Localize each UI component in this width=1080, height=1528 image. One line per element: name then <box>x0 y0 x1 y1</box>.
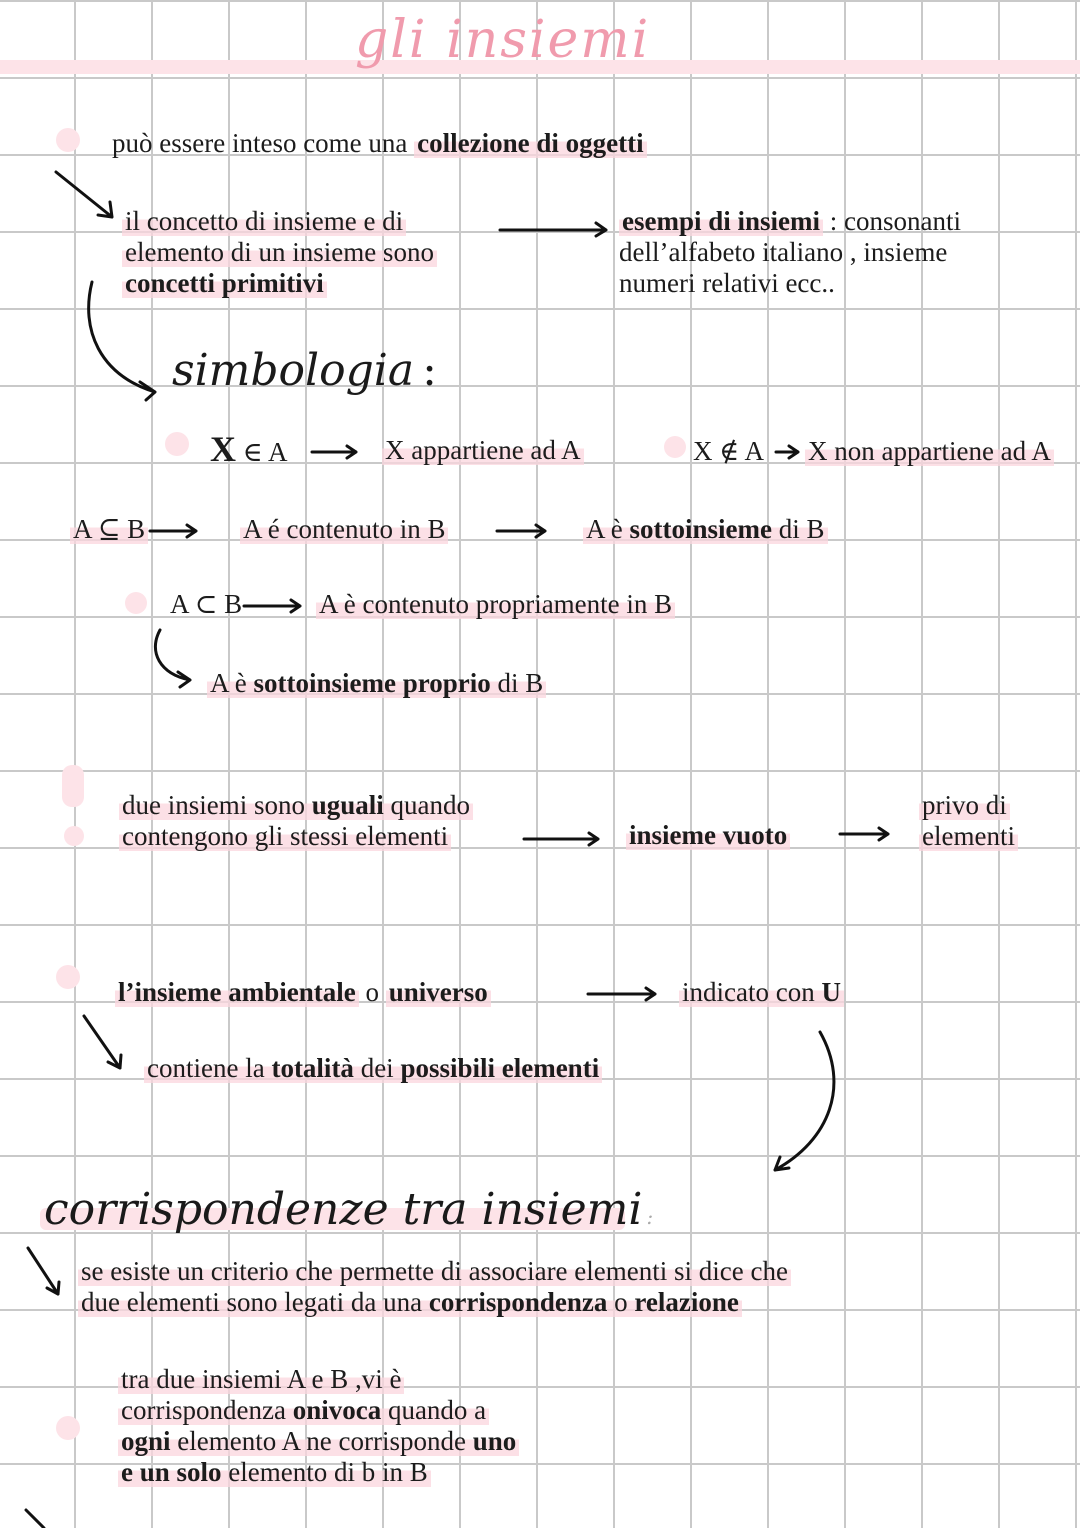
heading-text: corrispondenze tra insiemi <box>44 1184 643 1235</box>
bold: e un solo <box>121 1457 222 1487</box>
bold: onivoca <box>292 1395 382 1425</box>
bold: U <box>821 977 841 1007</box>
arrow-icon <box>26 1510 44 1528</box>
arrow-icon <box>150 525 196 537</box>
concept-text-3: concetti primitivi <box>122 268 327 298</box>
bold: sottoinsieme proprio <box>253 668 491 698</box>
text: o <box>358 977 386 1007</box>
arrow-icon <box>155 630 190 687</box>
arrow-icon <box>244 600 300 612</box>
page-title: gli insiemi <box>355 10 651 70</box>
text: di B <box>490 668 544 698</box>
bold: sottoinsieme <box>629 514 772 544</box>
arrow-icon <box>500 223 606 236</box>
symbol-notin: X ∉ A <box>693 436 764 466</box>
bold: uno <box>472 1426 517 1456</box>
text: A è <box>210 668 254 698</box>
symbol: A ⊆ B <box>70 514 148 544</box>
text: tra due insiemi A e B ,vi è <box>118 1364 404 1394</box>
text: contiene la <box>147 1053 272 1083</box>
heading-colon: : <box>646 1205 654 1229</box>
intro-text: può essere inteso come una <box>112 128 408 158</box>
arrow-icon <box>775 1032 834 1170</box>
text: se esiste un criterio che permette di associare elementi si dice che <box>78 1256 791 1286</box>
bold: relazione <box>634 1287 739 1317</box>
symbol-in: ∈ A <box>242 437 288 467</box>
text: elemento di b in B <box>221 1457 428 1487</box>
text: contengono gli stessi elementi <box>119 821 451 851</box>
text: indicato con <box>682 977 822 1007</box>
text: privo di <box>919 790 1010 820</box>
text: A é contenuto in B <box>240 514 448 544</box>
text: quando a <box>381 1395 487 1425</box>
text: due insiemi sono <box>122 790 312 820</box>
text: A è contenuto propriamente in B <box>316 589 675 619</box>
bold: uguali <box>311 790 384 820</box>
text: elementi <box>919 821 1018 851</box>
example-bold: esempi di insiemi <box>619 206 823 236</box>
example-text: : consonanti <box>823 206 961 236</box>
arrow-icon <box>840 828 888 840</box>
bold: totalità <box>271 1053 354 1083</box>
arrow-icon <box>776 446 798 458</box>
heading-text: simbologia <box>172 345 415 396</box>
bold: universo <box>386 977 491 1007</box>
arrow-icon <box>56 172 112 217</box>
text: quando <box>383 790 471 820</box>
bold: corrispondenza <box>428 1287 608 1317</box>
bold: l’insieme ambientale <box>115 977 359 1007</box>
text: corrispondenza <box>121 1395 293 1425</box>
text: di B <box>771 514 825 544</box>
arrow-icon <box>497 525 545 537</box>
example-text-2: dell’alfabeto italiano , insieme <box>619 237 948 267</box>
text: A è <box>586 514 630 544</box>
bold: ogni <box>121 1426 171 1456</box>
text: X non appartiene ad A <box>805 436 1054 466</box>
arrow-icon <box>84 1016 121 1068</box>
arrow-icon <box>89 282 155 400</box>
concept-text-2: elemento di un insieme sono <box>122 237 437 267</box>
example-text-3: numeri relativi ecc.. <box>619 268 835 298</box>
text: o <box>607 1287 635 1317</box>
symbol-x: X <box>210 429 236 469</box>
text: dei <box>353 1053 401 1083</box>
heading-colon: : <box>422 345 437 396</box>
text: elemento A ne corrisponde <box>170 1426 473 1456</box>
arrow-icon <box>588 988 655 1000</box>
arrow-icon <box>312 446 356 458</box>
symbol: A ⊂ B <box>170 589 243 619</box>
concept-text-1: il concetto di insieme e di <box>122 206 406 236</box>
intro-bold: collezione di oggetti <box>414 128 646 158</box>
text: X appartiene ad A <box>382 435 584 465</box>
bold: insieme vuoto <box>626 820 790 850</box>
arrow-icon <box>524 833 598 845</box>
text: due elementi sono legati da una <box>81 1287 429 1317</box>
arrow-icon <box>28 1248 59 1294</box>
bold: possibili elementi <box>400 1053 600 1083</box>
